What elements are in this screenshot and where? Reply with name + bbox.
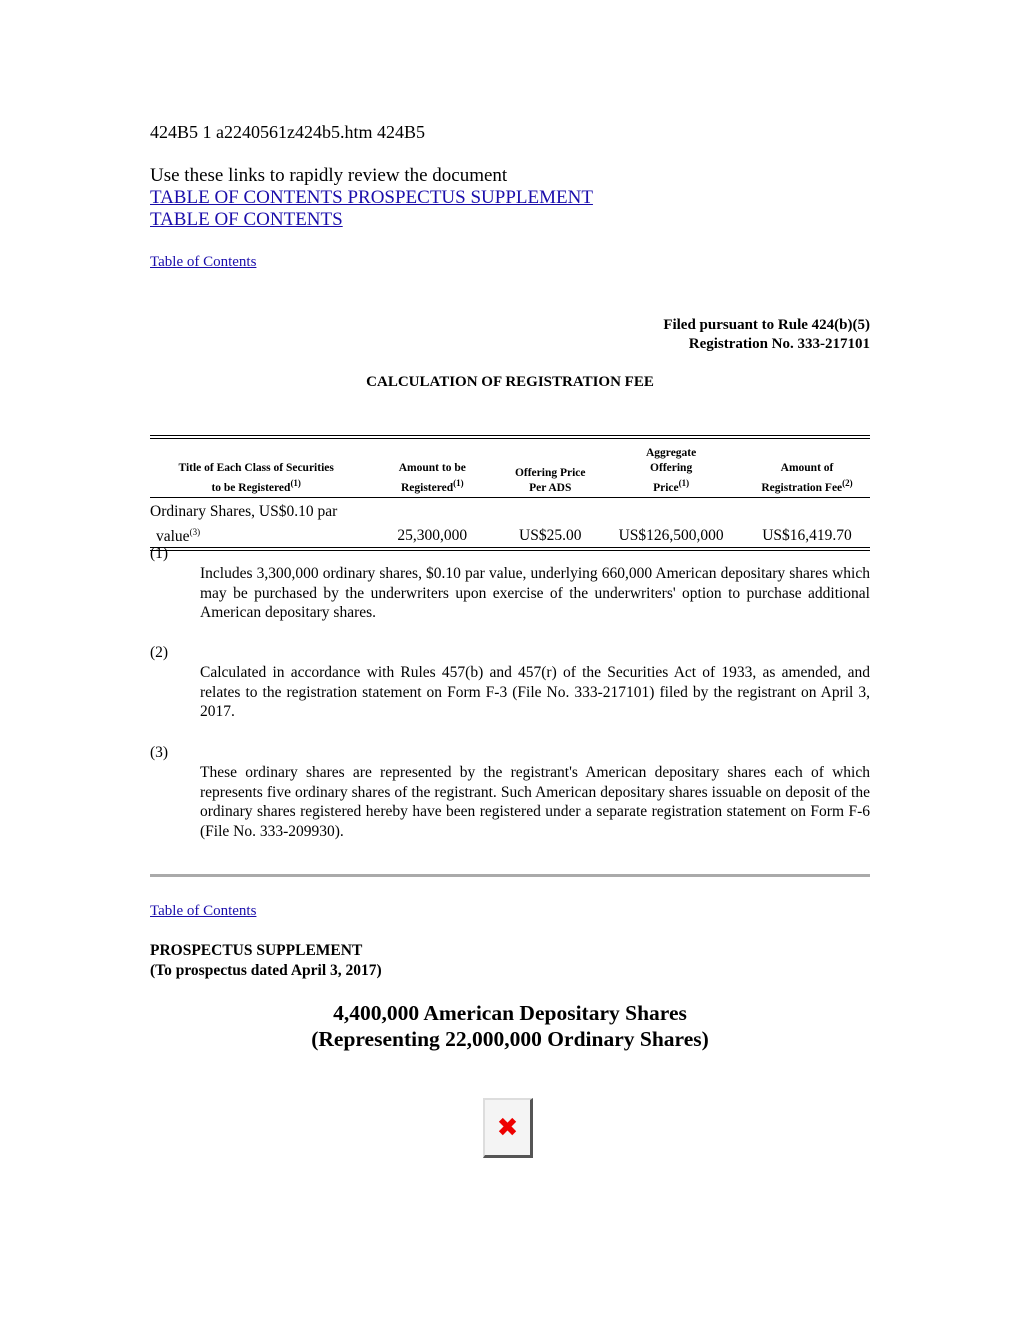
table-of-contents-link[interactable]: Table of Contents [150,903,257,919]
prospectus-title: PROSPECTUS SUPPLEMENT [150,942,363,959]
toc-link[interactable]: TABLE OF CONTENTS [150,209,343,230]
cell-registration-fee: US$16,419.70 [762,526,852,544]
fee-table-title: CALCULATION OF REGISTRATION FEE [366,374,654,390]
header-offering-price: Offering Price Per ADS [514,466,586,494]
registration-fee-table [150,435,870,553]
footnote-number: (3) [150,744,169,761]
footnote-number: (2) [150,644,169,661]
cell-aggregate-price: US$126,500,000 [618,526,724,544]
offering-representing: (Representing 22,000,000 Ordinary Shares) [311,1027,709,1051]
red-x-icon: ✖ [496,1112,519,1143]
footnote-text: Includes 3,300,000 ordinary shares, $0.10 par value, underlying 660,000 American depositary shares which may be purchased by the underwriters upon exercise of the underwriters' option to purchase additional American depositary shares. [200,565,870,621]
footnote-text: Calculated in accordance with Rules 457(b) and 457(r) of the Securities Act of 1933, as amended, and relates to the registration statement on Form F-3 (File No. 333-217101) filed by the registrant on April 3, 2017. [200,664,870,720]
registration-number: Registration No. 333-217101 [688,336,870,352]
section-divider [150,874,870,877]
prospectus-subtitle: (To prospectus dated April 3, 2017) [150,962,382,979]
filing-rule: Filed pursuant to Rule 424(b)(5) [663,317,870,333]
header-amount-registered: Amount to be Registered$^{(1)}$ [398,462,466,494]
header-title-of-class: Title of Each Class of Securities to be Registered$^{(1)}$ [178,462,334,494]
footnote-number: (1) [150,545,169,562]
header-registration-fee: Amount of Registration Fee$^{(2)}$ [761,462,853,494]
cell-amount-registered: 25,300,000 [397,526,468,544]
cell-offering-price: US$25.00 [519,526,582,544]
table-of-contents-link[interactable]: Table of Contents [150,254,257,270]
toc-prospectus-supplement-link[interactable]: TABLE OF CONTENTS PROSPECTUS SUPPLEMENT [150,187,593,208]
broken-image-icon [483,1098,533,1158]
filing-info [663,316,870,354]
prospectus-heading [150,941,382,981]
fee-table-row [150,501,870,549]
header-aggregate-price: Aggregate Offering Price$^{(1)}$ [646,447,697,494]
fee-table-header-row [150,445,870,497]
filing-header: 424B5 1 a2240561z424b5.htm 424B5 [150,122,425,142]
offering-shares: 4,400,000 American Depositary Shares [333,1001,687,1025]
quick-links [150,165,593,231]
footnote-text: These ordinary shares are represented by the registrant's American depositary shares each of which represents five ordinary shares of the registrant. Such American depositary shares issuable on deposit of the ordinary shares registered hereby have been registered under a separate registration statement on Form F-6 (File No. 333-209930). [200,764,870,840]
offering-headline [150,1000,870,1052]
links-intro-text: Use these links to rapidly review the document [150,165,508,186]
cell-title-of-class: Ordinary Shares, US$0.10 par value$^{(3)}$ [150,502,338,545]
